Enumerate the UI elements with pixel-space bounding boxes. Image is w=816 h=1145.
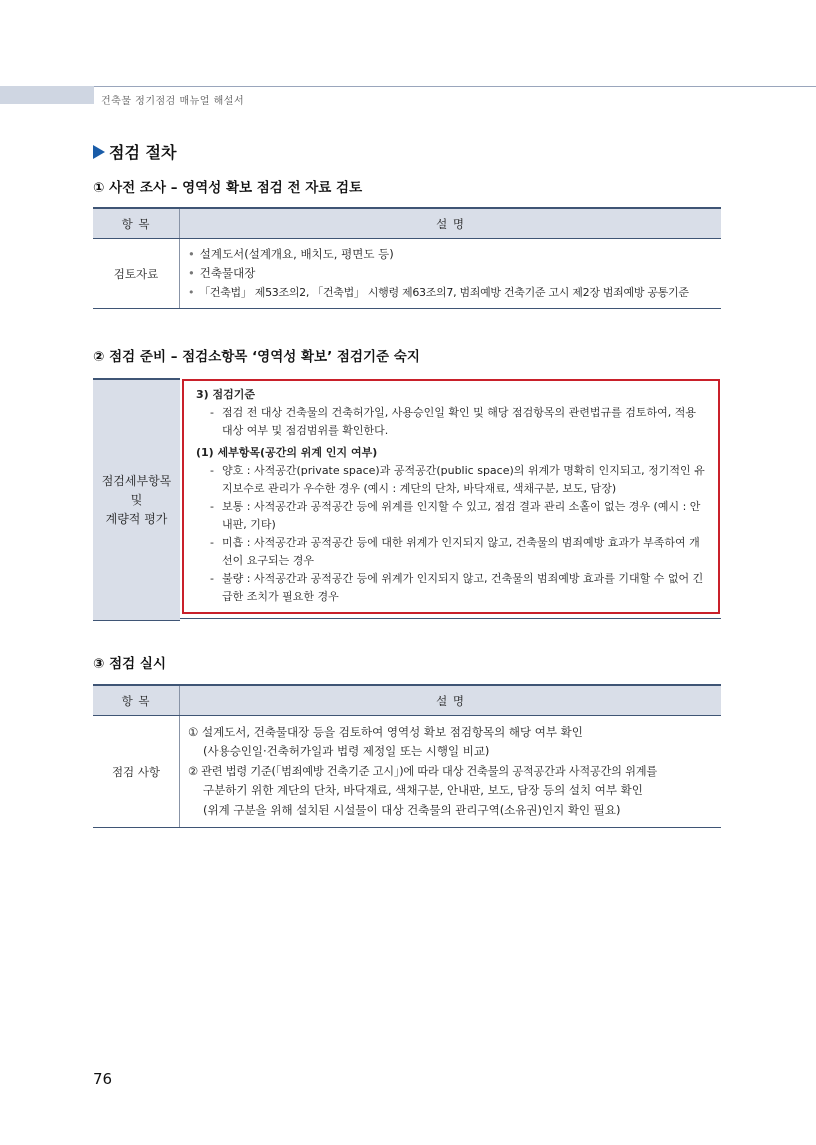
criteria-text: - 점검 전 대상 건축물의 건축허가일, 사용승인일 확인 및 해당 점검항목의 관련법규를 검토하여, 적용 대상 여부 및 점검범위를 확인한다. [208,404,710,440]
step2-label-cell [93,378,180,621]
page-number: 76 [93,1070,113,1088]
step3-table [93,684,721,828]
grade-item: - 보통 : 사적공간과 공적공간 등에 위계를 인지할 수 있고, 점검 결과 관리 소홀이 없는 경우 (예시 : 안내판, 기타) [208,498,710,534]
review-materials-list [180,240,721,307]
header-rule [94,86,816,87]
col-header-item: 항 목 [93,208,180,239]
row-label: 점검 사항 [93,716,180,828]
sub-item-heading: (1) 세부항목(공간의 위계 인지 여부) [196,446,378,459]
step2-bottom-rule [180,618,721,619]
step1-title: ① 사전 조사 – 영역성 확보 점검 전 자료 검토 [93,180,363,196]
grade-item: - 불량 : 사적공간과 공적공간 등에 위계가 인지되지 않고, 건축물의 범죄예방 효과를 기대할 수 없어 긴급한 조치가 필요한 경우 [208,570,710,606]
step-line: (사용승인일·건축허가일과 법령 제정일 또는 시행일 비교) [203,744,490,759]
list-item: • 설계도서(설계개요, 배치도, 평면도 등) [188,245,721,264]
criteria-heading: 3) 점검기준 [196,388,256,401]
step3-title: ③ 점검 실시 [93,656,166,672]
label-line: 및 [130,492,143,507]
col-header-desc: 설 명 [180,208,722,239]
header-band [0,86,94,104]
inspection-steps [180,717,721,827]
running-header: 건축물 정기점검 매뉴얼 해설서 [101,96,245,107]
label-line: 점검세부항목 [101,473,172,488]
triangle-bullet-icon [93,145,105,159]
step-line: 구분하기 위한 계단의 단차, 바닥재료, 색채구분, 안내판, 보도, 담장 등의 설치 여부 확인 [203,783,643,798]
label-line: 계량적 평가 [105,511,168,526]
section-title-text: 점검 절차 [109,143,177,162]
step2-title: ② 점검 준비 – 점검소항목 ‘영역성 확보’ 점검기준 숙지 [93,349,420,365]
row-label: 검토자료 [93,239,180,309]
grade-item: - 미흡 : 사적공간과 공적공간 등에 대한 위계가 인지되지 않고, 건축물의 범죄예방 효과가 부족하여 개선이 요구되는 경우 [208,534,710,570]
list-item: • 건축물대장 [188,264,721,283]
row-desc [180,716,722,828]
section-title [93,140,176,163]
step1-table [93,207,721,309]
step-line: ① 설계도서, 건축물대장 등을 검토하여 영역성 확보 점검항목의 해당 여부 확인 [188,724,583,739]
col-header-desc: 설 명 [180,685,722,716]
step-line: (위계 구분을 위해 설치된 시설물이 대상 건축물의 관리구역(소유권)인지 확인 필요) [203,802,621,817]
row-desc [180,239,722,309]
col-header-item: 항 목 [93,685,180,716]
grade-item: - 양호 : 사적공간(private space)과 공적공간(public space)의 위계가 명확히 인지되고, 정기적인 유지보수로 관리가 우수한 경우 (예시 : 계단의 단차, 바닥재료, 색채구분, 보도, 담장) [208,462,710,498]
step-line: ② 관련 법령 기준(「범죄예방 건축기준 고시」)에 따라 대상 건축물의 공적공간과 사적공간의 위계를 [188,764,657,778]
criteria-box [182,379,720,614]
list-item: • 「건축법」 제53조의2, 「건축법」 시행령 제63조의7, 범죄예방 건축기준 고시 제2장 범죄예방 공통기준 [188,283,721,302]
